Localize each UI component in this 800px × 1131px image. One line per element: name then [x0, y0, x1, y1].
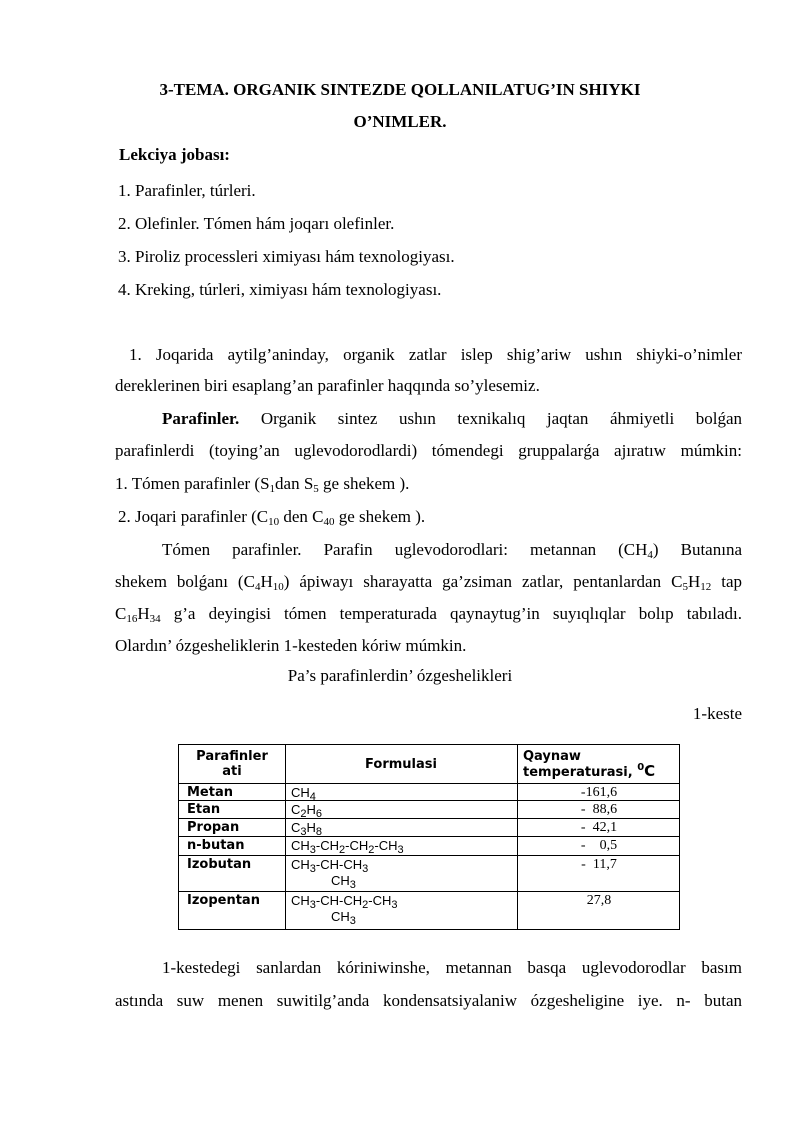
header-formula: Formulasi	[365, 757, 437, 772]
paragraph-3-line-3: $C_{16}H_{34}$ g’a deyingisi tómen temperaturada qaynaytug’in suyıqlıqlar bolıp tabıladı.	[115, 604, 742, 624]
paragraph-1-line-1: 1. Joqarida aytilg’aninday, organik zatlar islep shig’ariw ushın shiyki-o’nimler	[129, 345, 742, 364]
paragraph-4-line-2: astında suw menen suwitilg’anda kondensatsiyalaniw ózgesheligine iye. n- butan	[115, 991, 742, 1010]
group-item-2: 2. Joqari parafinler ($C_{10}$ den $C_{40}$ ge shekem ).	[118, 507, 426, 528]
title-line-2: O’NIMLER.	[353, 112, 447, 131]
paragraph-3-line-4: Olardın’ ózgesheliklerin 1-kesteden kóriw múmkin.	[115, 636, 467, 655]
table-cell-formula: $C_3H_8$	[291, 820, 323, 838]
paragraph-2-line-2: parafinlerdi (toying’an uglevodorodlardi) tómendegi gruppalarǵa ajıratıw múmkin:	[115, 441, 742, 460]
group-item-1: 1. Tómen parafinler ($S_1dan$ $S_5$ ge shekem ).	[115, 474, 410, 495]
table-cell-temperature: - 88,6	[580, 802, 618, 817]
table-cell-temperature: - 0,5	[580, 838, 618, 853]
table-cell-formula: $CH_3-CH-CH_2-CH_3$	[291, 893, 398, 911]
table-cell-temperature: 27,8	[586, 893, 612, 908]
header-name: Parafinler ati	[196, 749, 268, 779]
plan-item: 2. Olefinler. Tómen hám joqarı olefinler.	[118, 214, 395, 233]
table-cell-name: Etan	[187, 802, 221, 817]
header-temperature: Qaynaw temperaturasi, $^0$C	[523, 749, 656, 780]
table-number: 1-keste	[692, 704, 742, 723]
table-cell-name: Izobutan	[187, 857, 252, 872]
table-cell-temperature: - 11,7	[581, 857, 617, 872]
table-cell-formula-branch: $CH_3$	[331, 873, 356, 891]
table-cell-name: Metan	[187, 785, 233, 800]
table-cell-temperature: - 42,1	[580, 820, 618, 835]
plan-item: 1. Parafinler, túrleri.	[118, 181, 256, 200]
paragraph-2-text: Organik sintez ushın texnikalıq jaqtan áhmiyetli bolǵan	[260, 409, 742, 428]
table-caption: Pa’s parafinlerdin’ ózgeshelikleri	[287, 666, 513, 685]
paragraph-3-line-1: Tómen parafinler. Parafin uglevodorodlari: metannan $(CH_4)$ Butanına	[162, 540, 742, 560]
table-cell-name: n-butan	[187, 838, 245, 853]
paragraph-1-line-2: dereklerinen biri esaplang’an parafinler haqqında so’ylesemiz.	[115, 376, 540, 395]
table-cell-formula: $CH_4$	[291, 785, 316, 803]
properties-table	[178, 744, 680, 930]
table-cell-temperature: -161,6	[580, 785, 618, 800]
plan-item: 3. Piroliz processleri ximiyası hám texnologiyası.	[118, 247, 455, 266]
term-parafinler: Parafinler.	[162, 409, 240, 428]
table-cell-name: Izopentan	[187, 893, 260, 908]
paragraph-4-line-1: 1-kestedegi sanlardan kóriniwinshe, metannan basqa uglevodorodlar basım	[162, 958, 742, 977]
paragraph-2-line-1	[162, 409, 742, 429]
paragraph-3-line-2: shekem bolǵanı $(C_4H_{10})$ ápiwayı sharayatta ga’zsiman zatlar, pentanlardan $C_5H_{12}$ tap	[115, 572, 742, 592]
table-cell-formula: $CH_3-CH-CH_3$	[291, 857, 369, 875]
plan-heading: Lekciya jobası:	[119, 145, 230, 164]
table-cell-name: Propan	[187, 820, 240, 835]
plan-item: 4. Kreking, túrleri, ximiyası hám texnologiyası.	[118, 280, 442, 299]
table-cell-formula-branch: $CH_3$	[331, 909, 356, 927]
table-cell-formula: $CH_3-CH_2-CH_2-CH_3$	[291, 838, 404, 856]
title-line-1: 3-TEMA. ORGANIK SINTEZDE QOLLANILATUG’IN SHIYKI	[159, 80, 641, 99]
table-cell-formula: $C_2H_6$	[291, 802, 323, 820]
